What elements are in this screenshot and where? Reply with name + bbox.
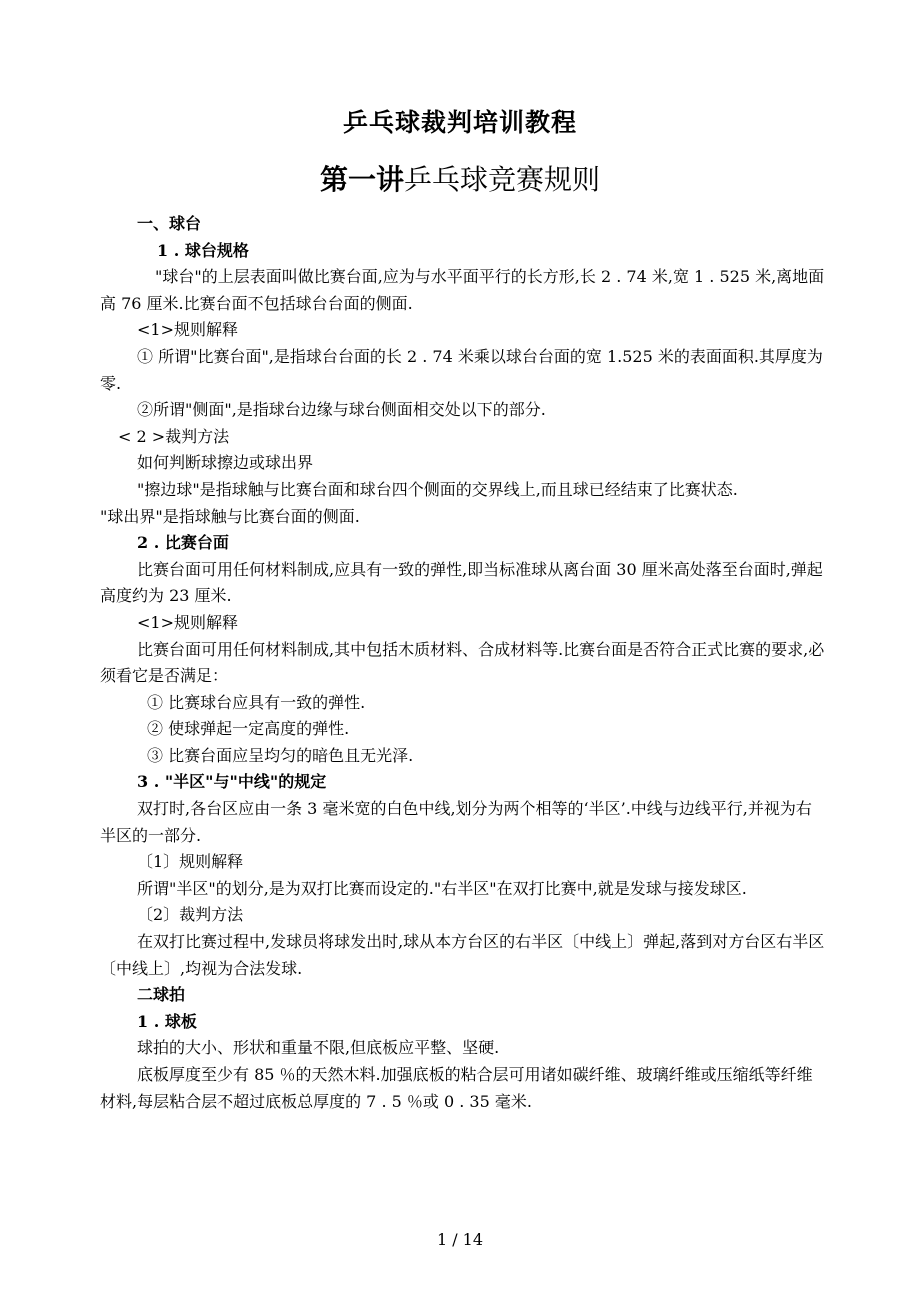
paragraph-label: 〔1〕规则解释 xyxy=(137,852,244,872)
list-item: ② 使球弹起一定高度的弹性. xyxy=(147,719,350,739)
document-title: 乒乓球裁判培训教程 xyxy=(342,108,577,137)
subsection-heading: 2 . 比赛台面 xyxy=(137,533,229,553)
paragraph: 比赛台面可用任何材料制成,其中包括木质材料、合成材料等.比赛台面是否符合正式比赛的要求,必须看它是否满足： xyxy=(100,639,825,686)
paragraph: 比赛台面可用任何材料制成,应具有一致的弹性,即当标准球从离台面 30 厘米高处落至台面时,弹起高度约为 23 厘米. xyxy=(100,559,823,606)
paragraph: ① 所谓"比赛台面",是指球台台面的长 2 . 74 米乘以球台台面的宽 1.525 米的表面面积.其厚度为零. xyxy=(100,346,823,393)
paragraph: "擦边球"是指球触与比赛台面和球台四个侧面的交界线上,而且球已经结束了比赛状态. xyxy=(137,479,738,499)
lecture-subject: 乒乓球竞赛规则 xyxy=(404,163,601,196)
page-number: 1 / 14 xyxy=(436,1230,484,1249)
paragraph: ②所谓"侧面",是指球台边缘与球台侧面相交处以下的部分. xyxy=(137,400,546,420)
paragraph: 如何判断球擦边或球出界 xyxy=(137,453,314,473)
list-item: ③ 比赛台面应呈均匀的暗色且无光泽. xyxy=(147,745,414,765)
section-heading: 二球拍 xyxy=(137,985,186,1005)
paragraph: 所谓"半区"的划分,是为双打比赛而设定的."右半区"在双打比赛中,就是发球与接发球区. xyxy=(137,878,747,898)
subsection-heading: 1 . 球台规格 xyxy=(157,240,249,260)
paragraph: "球出界"是指球触与比赛台面的侧面. xyxy=(100,506,360,526)
lecture-number: 第一讲 xyxy=(319,163,404,196)
paragraph: "球台"的上层表面叫做比赛台面,应为与水平面平行的长方形,长 2 . 74 米,宽 1 . 525 米,离地面高 76 厘米.比赛台面不包括球台台面的侧面. xyxy=(100,267,825,313)
paragraph-label: < 2 >裁判方法 xyxy=(118,426,230,446)
list-item: ① 比赛球台应具有一致的弹性. xyxy=(147,692,366,712)
paragraph-label: <1>规则解释 xyxy=(137,320,238,340)
paragraph-label: 〔2〕裁判方法 xyxy=(137,905,244,925)
paragraph: 双打时,各台区应由一条 3 毫米宽的白色中线,划分为两个相等的‘半区’.中线与边线平行,并视为右半区的一部分. xyxy=(100,799,812,845)
paragraph: 球拍的大小、形状和重量不限,但底板应平整、坚硬. xyxy=(137,1038,500,1058)
section-heading: 一、球台 xyxy=(137,214,202,233)
lecture-title xyxy=(0,161,920,199)
paragraph-label: <1>规则解释 xyxy=(137,612,238,632)
document-body xyxy=(100,211,826,1115)
paragraph: 底板厚度至少有 85 ％的天然木料.加强底板的粘合层可用诸如碳纤维、玻璃纤维或压缩纸等纤维材料,每层粘合层不超过底板总厚度的 7 . 5 ％或 0 . 35 毫米. xyxy=(100,1065,813,1111)
subsection-heading: 3 . "半区"与"中线"的规定 xyxy=(137,772,327,792)
subsection-heading: 1 . 球板 xyxy=(137,1011,197,1031)
paragraph: 在双打比赛过程中,发球员将球发出时,球从本方台区的右半区〔中线上〕弹起,落到对方台区右半区〔中线上〕,均视为合法发球. xyxy=(100,932,825,978)
